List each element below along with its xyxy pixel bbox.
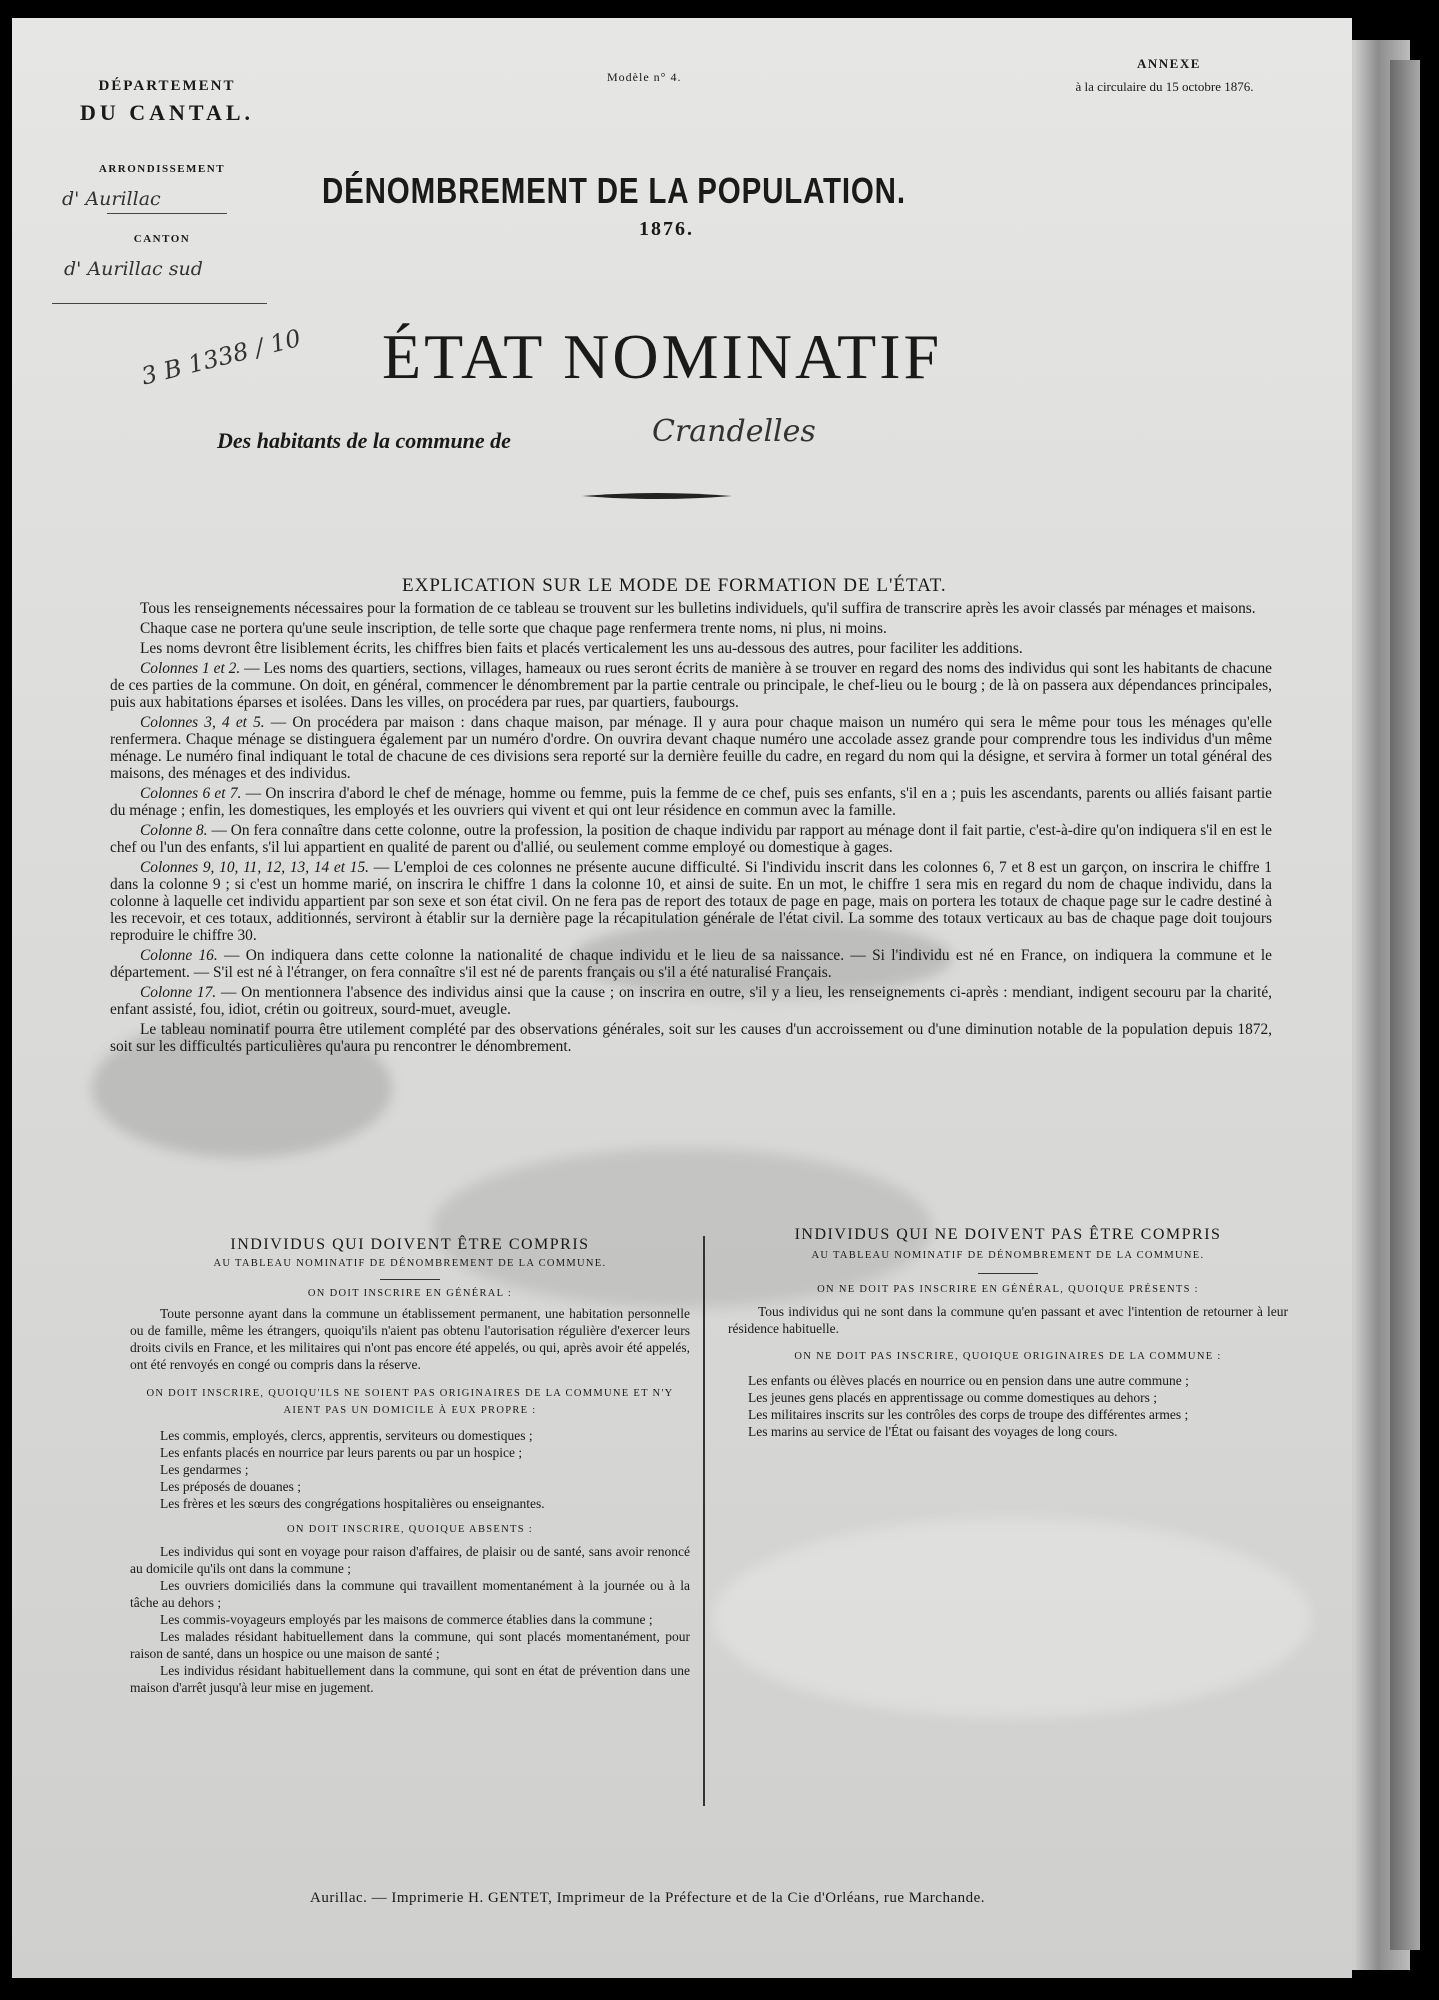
list-item: Les commis-voyageurs employés par les maisons de commerce établies dans la commune ; <box>160 1612 653 1627</box>
explanation-paragraph: Tous les renseignements nécessaires pour la formation de ce tableau se trouvent sur les bulletins individuels, qu'il suffira de transcrire après les avoir classés par ménages et maisons. <box>140 600 1256 617</box>
left-list-absents <box>130 1543 690 1696</box>
underlying-sheets-edge <box>1390 60 1420 1950</box>
list-item: Les ouvriers domiciliés dans la commune qui travaillent momentanément à la journée ou à la tâche au dehors ; <box>130 1578 690 1610</box>
left-section-absents: ON DOIT INSCRIRE, QUOIQUE ABSENTS : <box>287 1524 533 1535</box>
paragraph-text: — On fera connaître dans cette colonne, outre la profession, la position de chaque individu par rapport au ménage dont il fait partie, c'est-à-dire qu'on indiquera s'il en est le chef ou l'un des enfants, s'il lui appartient en qualité de parent ou d'allié, ou seulement comme employé ou domestique à gages. <box>110 822 1272 856</box>
ornament-rule <box>582 488 732 498</box>
right-list-originaires <box>728 1372 1288 1440</box>
right-column-subtitle: AU TABLEAU NOMINATIF DE DÉNOMBREMENT DE LA COMMUNE. <box>811 1250 1205 1261</box>
explanation-paragraph: Les noms devront être lisiblement écrits, les chiffres bien faits et placés verticalement les uns au-dessous des autres, pour faciliter les additions. <box>140 640 1023 657</box>
divider-line <box>380 1279 440 1280</box>
explanation-paragraph: Chaque case ne portera qu'une seule inscription, de telle sorte que chaque page renfermera trente noms, ni plus, ni moins. <box>140 620 887 637</box>
paragraph-label: Colonne 8. <box>140 822 208 839</box>
explanation-paragraph <box>110 859 1272 944</box>
main-title: DÉNOMBREMENT DE LA POPULATION. <box>322 170 906 211</box>
list-item: Les marins au service de l'État ou faisant des voyages de long cours. <box>748 1424 1118 1439</box>
divider-line <box>978 1273 1038 1274</box>
excluded-individuals-column <box>728 1226 1288 1440</box>
printer-footer: Aurillac. — Imprimerie H. GENTET, Imprimeur de la Préfecture et de la Cie d'Orléans, rue Marchande. <box>310 1890 986 1906</box>
census-form-page <box>12 18 1352 1978</box>
divider-line <box>107 213 227 214</box>
list-item: Les individus qui sont en voyage pour raison d'affaires, de plaisir ou de santé, sans avoir renoncé au domicile qu'ils ont dans la commune ; <box>130 1544 690 1576</box>
list-item: Les commis, employés, clercs, apprentis, serviteurs ou domestiques ; <box>160 1428 533 1443</box>
archive-reference: 3 B 1338 / 10 <box>138 323 304 391</box>
paragraph-text: — On indiquera dans cette colonne la nationalité de chaque individu et le lieu de sa naissance. — Si l'individu est né en France, on indiquera la commune et le département. — S'il est né à l'étranger, on fera connaître s'il est né de parents français ou s'il a été naturalisé Français. <box>110 947 1272 981</box>
divider-line <box>52 303 267 304</box>
explanation-paragraph <box>110 984 1272 1018</box>
paragraph-label: Colonnes 3, 4 et 5. <box>140 714 265 731</box>
paragraph-text: — On mentionnera l'absence des individus ainsi que la cause ; on inscrira en outre, s'il y a lieu, les renseignements ci-après : mendiant, indigent secouru par la charité, enfant assisté, fou, idiot, crétin ou goitreux, sourd-muet, aveugle. <box>110 984 1273 1018</box>
included-individuals-column <box>130 1236 690 1696</box>
paragraph-label: Colonnes 9, 10, 11, 12, 13, 14 et 15. <box>140 859 369 876</box>
paragraph-label: Colonne 17. <box>140 984 217 1001</box>
paragraph-text: — On procédera par maison : dans chaque maison, par ménage. Il y aura pour chaque maison un numéro qui sera le même pour tous les ménages qu'elle renfermera. Chaque ménage se distinguera également par un numéro d'ordre. On ouvrira devant chaque numéro une accolade assez grande pour comprendre tous les individus d'un même ménage. Le numéro final indiquant le total de chacune de ces divisions sera reporté sur la dernière feuille du cadre, en regard du nom qui la désigne, et servira à former un total général des maisons, des ménages et des individus. <box>110 714 1272 782</box>
canton-value: d' Aurillac sud <box>64 258 203 280</box>
paragraph-text: — Les noms des quartiers, sections, villages, hameaux ou rues seront écrits de manière à se trouver en regard des noms des individus qui sont les habitants de chacune de ces parties de la commune. On doit, en général, commencer le dénombrement par la partie centrale ou principale, le chef-lieu ou le bourg ; de là on passera aux dépendances principales, puis aux habitations éparses et isolées. Dans les villes, on procédera par rues, par quartiers, faubourgs. <box>110 660 1272 711</box>
list-item: Les individus résidant habituellement dans la commune, qui sont en état de prévention dans une maison d'arrêt jusqu'à leur mise en jugement. <box>130 1663 690 1695</box>
explanation-body <box>110 600 1272 1058</box>
arrondissement-label: ARRONDISSEMENT <box>98 163 226 175</box>
left-column-subtitle: AU TABLEAU NOMINATIF DE DÉNOMBREMENT DE LA COMMUNE. <box>213 1258 607 1269</box>
column-divider <box>703 1236 705 1806</box>
explanation-paragraph <box>110 785 1272 819</box>
explanation-paragraph: Le tableau nominatif pourra être utilement complété par des observations générales, soit sur les causes d'un accroissement ou d'une diminution notable de la population depuis 1872, soit sur les difficultés particulières qu'aura pu rencontrer le dénombrement. <box>110 1021 1272 1055</box>
list-item: Les militaires inscrits sur les contrôles des corps de troupe des différentes armes ; <box>748 1407 1189 1422</box>
right-column-title: INDIVIDUS QUI NE DOIVENT PAS ÊTRE COMPRIS <box>794 1226 1222 1243</box>
stain <box>712 1518 1312 1718</box>
modele-number: Modèle n° 4. <box>607 70 682 84</box>
left-general-text: Toute personne ayant dans la commune un établissement permanent, une habitation personnelle ou de famille, même les étrangers, quoiqu'ils n'aient pas obtenu l'autorisation régulière d'exercer leurs droits civils en France, et les militaires qui n'ont pas encore été appelés, ou qui, après avoir été appelés, ont été renvoyés en congé ou compris dans la réserve. <box>130 1306 690 1372</box>
department-name: DU CANTAL. <box>79 100 255 125</box>
department-label: DÉPARTEMENT <box>98 78 236 94</box>
right-section-presents: ON NE DOIT PAS INSCRIRE EN GÉNÉRAL, QUOIQUE PRÉSENTS : <box>817 1284 1199 1295</box>
left-section-general: ON DOIT INSCRIRE EN GÉNÉRAL : <box>307 1288 513 1299</box>
etat-nominatif-title: ÉTAT NOMINATIF <box>382 321 943 392</box>
list-item: Les frères et les sœurs des congrégations hospitalières ou enseignantes. <box>160 1496 545 1511</box>
arrondissement-value: d' Aurillac <box>62 188 161 210</box>
commune-name: Crandelles <box>652 414 816 449</box>
title-year: 1876. <box>639 218 694 240</box>
list-item: Les enfants placés en nourrice par leurs parents ou par un hospice ; <box>160 1445 523 1460</box>
left-list-non-originaires <box>130 1427 690 1512</box>
list-item: Les enfants ou élèves placés en nourrice ou en pension dans une autre commune ; <box>748 1373 1189 1388</box>
commune-subtitle: Des habitants de la commune de <box>217 428 511 453</box>
explanation-paragraph <box>110 822 1272 856</box>
list-item: Les jeunes gens placés en apprentissage ou comme domestiques au dehors ; <box>748 1390 1158 1405</box>
ornament-rule-icon <box>582 491 732 501</box>
explanation-paragraph <box>110 714 1272 782</box>
canton-label: CANTON <box>133 233 191 245</box>
explanation-paragraph <box>110 947 1272 981</box>
annexe-text: à la circulaire du 15 octobre 1876. <box>1075 79 1254 94</box>
paragraph-text: — On inscrira d'abord le chef de ménage, homme ou femme, puis la femme de ce chef, puis ses enfants, s'il en a ; puis les ascendants, parents ou alliés faisant partie du ménage ; enfin, les domestiques, les employés et les ouvriers qui vivent et qui ont leur résidence en commun avec la famille. <box>110 785 1272 819</box>
left-column-title: INDIVIDUS QUI DOIVENT ÊTRE COMPRIS <box>230 1236 590 1253</box>
paragraph-label: Colonnes 1 et 2. <box>140 660 241 677</box>
list-item: Les malades résidant habituellement dans la commune, qui sont placés momentanément, pour raison de santé, dans un hospice ou une maison de santé ; <box>130 1629 690 1661</box>
explanation-title: EXPLICATION SUR LE MODE DE FORMATION DE L'ÉTAT. <box>402 575 947 596</box>
right-general-text: Tous individus qui ne sont dans la commune qu'en passant et avec l'intention de retourner à leur résidence habituelle. <box>728 1304 1288 1336</box>
list-item: Les préposés de douanes ; <box>160 1479 301 1494</box>
list-item: Les gendarmes ; <box>160 1462 249 1477</box>
paragraph-label: Colonnes 6 et 7. <box>140 785 242 802</box>
explanation-paragraph <box>110 660 1272 711</box>
paragraph-label: Colonne 16. <box>140 947 218 964</box>
left-section-non-originaires: ON DOIT INSCRIRE, QUOIQU'ILS NE SOIENT PAS ORIGINAIRES DE LA COMMUNE ET N'Y AIENT PAS UN DOMICILE À EUX PROPRE : <box>146 1388 674 1416</box>
paragraph-text: — L'emploi de ces colonnes ne présente aucune difficulté. Si l'individu inscrit dans les colonnes 6, 7 et 8 est un garçon, on inscrira le chiffre 1 dans la colonne 9 ; si c'est un homme marié, on inscrira le chiffre 1 dans la colonne 10, et ainsi de suite. En un mot, le chiffre 1 sera mis en regard du nom de chaque individu, dans la colonne à laquelle cet individu appartient par son sexe et son état civil. On ne fera pas de report des totaux de page en page, mais on portera les totaux de chaque page sur le cadre destiné à les recevoir, et ces totaux, additionnés, serviront à établir sur la dernière page la récapitulation générale de l'état civil. La somme des totaux verticaux au bas de chaque page doit toujours reproduire le chiffre 30. <box>110 859 1273 944</box>
right-section-originaires: ON NE DOIT PAS INSCRIRE, QUOIQUE ORIGINAIRES DE LA COMMUNE : <box>794 1351 1222 1362</box>
annexe-label: ANNEXE <box>1137 56 1201 71</box>
